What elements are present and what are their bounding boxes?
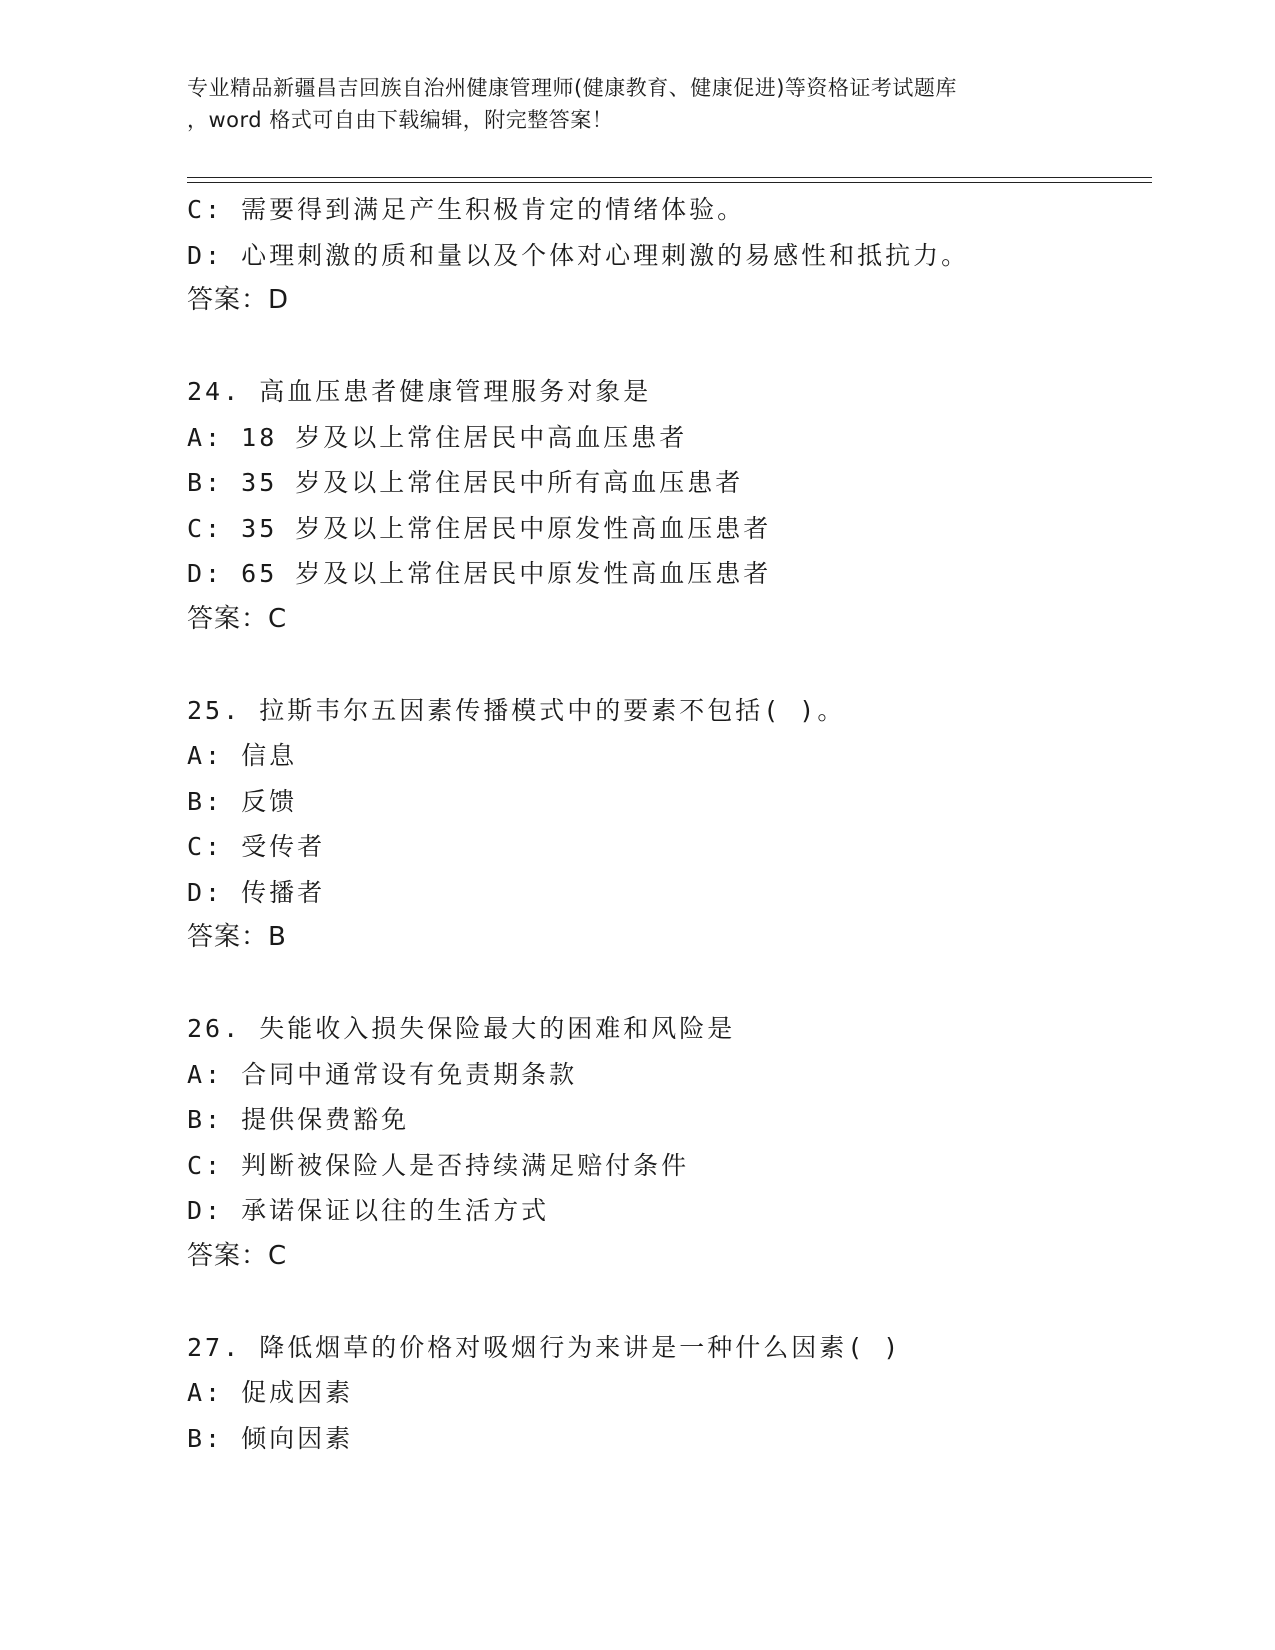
question-23 bbox=[187, 187, 1152, 324]
document-page bbox=[187, 0, 1152, 1650]
spacer bbox=[187, 642, 1152, 688]
header-line-1: 专业精品新疆昌吉回族自治州健康管理师(健康教育、健康促进)等资格证考试题库 bbox=[187, 76, 957, 100]
option-a: A: 合同中通常设有免责期条款 bbox=[187, 1059, 578, 1089]
answer: 答案：B bbox=[187, 922, 287, 952]
option-a: A: 信息 bbox=[187, 741, 298, 770]
question-text: 26. 失能收入损失保险最大的困难和风险是 bbox=[187, 1014, 736, 1043]
option-d: D: 65 岁及以上常住居民中原发性高血压患者 bbox=[187, 559, 772, 588]
question-text: 27. 降低烟草的价格对吸烟行为来讲是一种什么因素( ) bbox=[187, 1332, 902, 1362]
header-line-2: ，word 格式可自由下载编辑，附完整答案！ bbox=[187, 108, 614, 132]
option-b: B: 提供保费豁免 bbox=[187, 1105, 410, 1134]
question-text: 25. 拉斯韦尔五因素传播模式中的要素不包括( )。 bbox=[187, 695, 846, 725]
question-list bbox=[187, 187, 1152, 1461]
answer: 答案：D bbox=[187, 285, 290, 315]
option-d: D: 传播者 bbox=[187, 877, 326, 907]
option-b: B: 35 岁及以上常住居民中所有高血压患者 bbox=[187, 468, 744, 497]
option-d: D: 承诺保证以往的生活方式 bbox=[187, 1196, 550, 1225]
option-c: C: 35 岁及以上常住居民中原发性高血压患者 bbox=[187, 513, 772, 543]
option-c: C: 受传者 bbox=[187, 832, 326, 861]
option-a: A: 18 岁及以上常住居民中高血压患者 bbox=[187, 422, 688, 452]
spacer bbox=[187, 961, 1152, 1007]
document-header bbox=[187, 72, 1152, 136]
option-b: B: 倾向因素 bbox=[187, 1423, 354, 1453]
question-24 bbox=[187, 369, 1152, 642]
answer: 答案：C bbox=[187, 603, 288, 634]
spacer bbox=[187, 1279, 1152, 1325]
spacer bbox=[187, 324, 1152, 370]
question-27 bbox=[187, 1325, 1152, 1462]
question-26 bbox=[187, 1006, 1152, 1279]
header-divider bbox=[187, 177, 1152, 183]
question-text: 24. 高血压患者健康管理服务对象是 bbox=[187, 377, 652, 406]
option-d: D: 心理刺激的质和量以及个体对心理刺激的易感性和抵抗力。 bbox=[187, 240, 970, 270]
option-c: C: 判断被保险人是否持续满足赔付条件 bbox=[187, 1150, 690, 1180]
option-b: B: 反馈 bbox=[187, 786, 298, 816]
answer: 答案：C bbox=[187, 1240, 288, 1271]
question-25 bbox=[187, 688, 1152, 961]
option-c: C: 需要得到满足产生积极肯定的情绪体验。 bbox=[187, 195, 746, 224]
option-a: A: 促成因素 bbox=[187, 1378, 354, 1407]
